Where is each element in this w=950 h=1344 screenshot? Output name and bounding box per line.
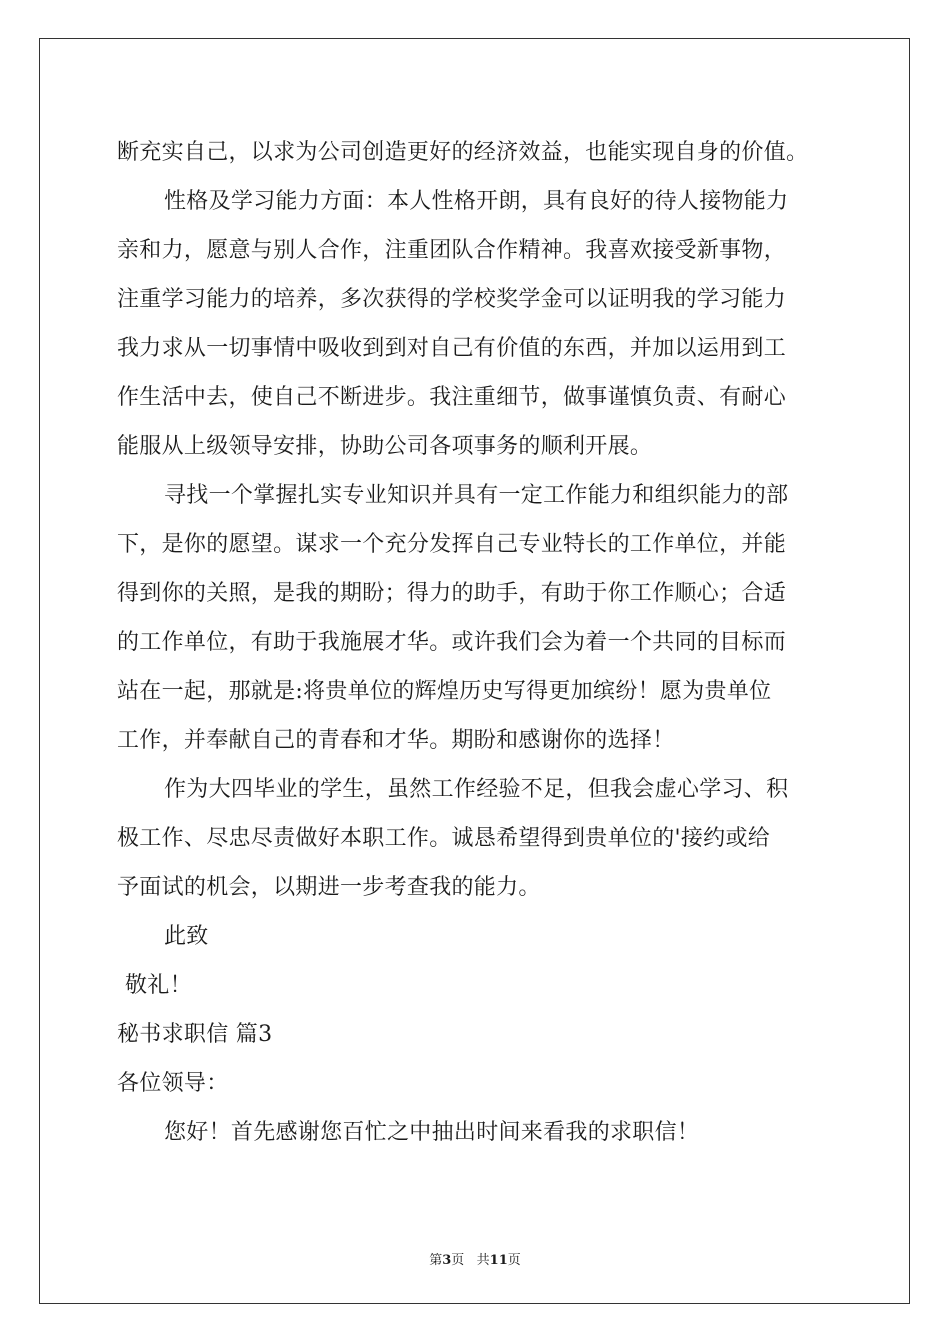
footer-suffix: 页 — [507, 1253, 521, 1268]
text-line: 性格及学习能力方面：本人性格开朗，具有良好的待人接物能力 — [164, 189, 789, 214]
text-line: 得到你的关照，是我的期盼；得力的助手，有助于你工作顺心；合适 — [117, 581, 787, 606]
text-line: 极工作、尽忠尽责做好本职工作。诚恳希望得到贵单位的'接约或给 — [117, 826, 771, 851]
text-line: 作生活中去，使自己不断进步。我注重细节，做事谨慎负责、有耐心 — [117, 385, 787, 410]
footer-prefix: 第 — [429, 1253, 443, 1268]
text-line: 秘书求职信 篇3 — [117, 1022, 273, 1047]
text-line: 敬礼！ — [125, 973, 192, 998]
text-line: 我力求从一切事情中吸收到到对自己有价值的东西，并加以运用到工 — [117, 336, 787, 361]
text-line: 注重学习能力的培养，多次获得的学校奖学金可以证明我的学习能力 — [117, 287, 787, 312]
text-line: 工作，并奉献自己的青春和才华。期盼和感谢你的选择！ — [117, 728, 675, 753]
text-line: 寻找一个掌握扎实专业知识并具有一定工作能力和组织能力的部 — [164, 483, 789, 508]
text-line: 断充实自己，以求为公司创造更好的经济效益，也能实现自身的价值。 — [117, 140, 809, 165]
text-line: 站在一起，那就是:将贵单位的辉煌历史写得更加缤纷！愿为贵单位 — [117, 679, 772, 704]
page-footer — [0, 1249, 950, 1268]
text-line: 作为大四毕业的学生，虽然工作经验不足，但我会虚心学习、积 — [164, 777, 789, 802]
text-line: 各位领导： — [117, 1071, 229, 1096]
footer-current-page: 3 — [442, 1253, 452, 1268]
text-line: 此致 — [164, 924, 209, 949]
footer-total-pages: 11 — [489, 1253, 508, 1268]
text-line: 下，是你的愿望。谋求一个充分发挥自己专业特长的工作单位，并能 — [117, 532, 787, 557]
document-body — [117, 128, 857, 1157]
text-line: 亲和力，愿意与别人合作，注重团队合作精神。我喜欢接受新事物， — [117, 238, 787, 263]
text-line: 予面试的机会，以期进一步考查我的能力。 — [117, 875, 541, 900]
text-line: 的工作单位，有助于我施展才华。或许我们会为着一个共同的目标而 — [117, 630, 787, 655]
text-line: 您好！首先感谢您百忙之中抽出时间来看我的求职信！ — [164, 1120, 700, 1145]
text-line: 能服从上级领导安排，协助公司各项事务的顺利开展。 — [117, 434, 653, 459]
footer-middle: 页 共 — [451, 1253, 490, 1268]
